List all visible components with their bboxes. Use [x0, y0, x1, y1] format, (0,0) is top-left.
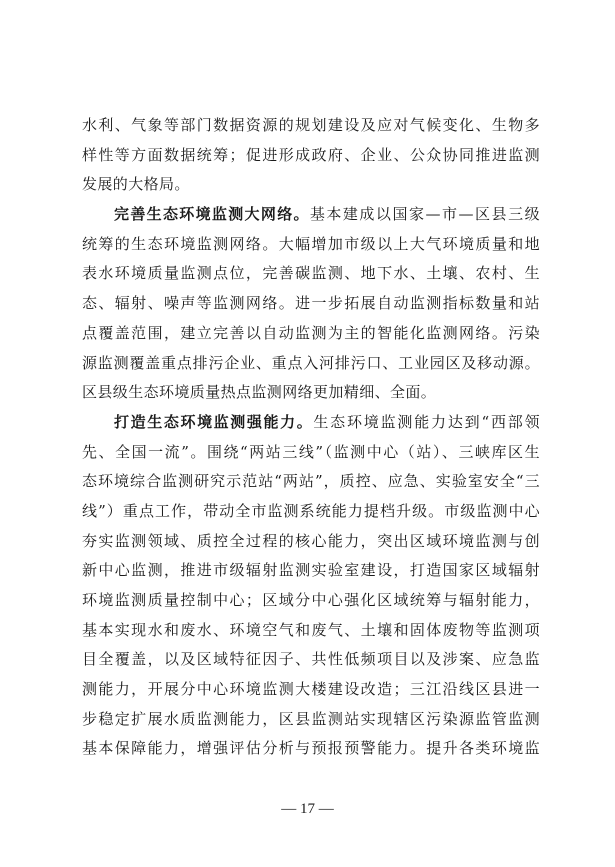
- section-first-line: 生态环境监测能力达到“西部领: [313, 412, 540, 431]
- text-line: 点覆盖范围，建立完善以自动监测为主的智能化监测网络。污染: [82, 323, 540, 342]
- text-line: 基本实现水和废水、环境空气和废气、土壤和固体废物等监测项: [82, 620, 540, 639]
- text-line: 发展的大格局。: [82, 175, 190, 194]
- text-line: 区县级生态环境质量热点监测网络更加精细、全面。: [82, 383, 437, 402]
- text-line: 源监测覆盖重点排污企业、重点入河排污口、工业园区及移动源。: [82, 353, 540, 372]
- text-line: 基本保障能力，增强评估分析与预报预警能力。提升各类环境监: [82, 739, 540, 758]
- section-heading-line: [82, 200, 540, 230]
- text-line: 线”）重点工作，带动全市监测系统能力提档升级。市级监测中心: [82, 501, 540, 520]
- text-line: 样性等方面数据统筹；促进形成政府、企业、公众协同推进监测: [82, 145, 540, 164]
- section-first-line: 基本建成以国家—市—区县三级: [309, 205, 540, 224]
- text-line: 步稳定扩展水质监测能力，区县监测站实现辖区污染源监管监测: [82, 709, 540, 728]
- text-line: 态环境综合监测研究示范站“两站”，质控、应急、实验室安全“三: [82, 472, 540, 491]
- text-line: 表水环境质量监测点位，完善碳监测、地下水、土壤、农村、生: [82, 264, 540, 283]
- body-text: [82, 111, 540, 764]
- text-line: 先、全国一流”。围绕“两站三线”（监测中心（站）、三峡库区生: [82, 442, 540, 461]
- text-line: 水利、气象等部门数据资源的规划建设及应对气候变化、生物多: [82, 116, 540, 134]
- text-line: 统筹的生态环境监测网络。大幅增加市级以上大气环境质量和地: [82, 234, 540, 253]
- text-line: 环境监测质量控制中心；区域分中心强化区域统筹与辐射能力，: [82, 591, 540, 609]
- text-line: 新中心监测，推进市级辐射监测实验室建设，打造国家区域辐射: [82, 561, 540, 580]
- text-line: 目全覆盖，以及区域特征因子、共性低频项目以及涉案、应急监: [82, 650, 540, 669]
- section-heading: 完善生态环境监测大网络。: [114, 205, 310, 224]
- section-heading: 打造生态环境监测强能力。: [114, 412, 314, 431]
- text-line: 夯实监测领域、质控全过程的核心能力，突出区域环境监测与创: [82, 531, 540, 550]
- page-number: — 17 —: [281, 801, 334, 817]
- text-line: 测能力，开展分中心环境监测大楼建设改造；三江沿线区县进一: [82, 680, 540, 699]
- section-heading-line: [82, 408, 540, 438]
- text-line: 态、辐射、噪声等监测网络。进一步拓展自动监测指标数量和站: [82, 294, 540, 313]
